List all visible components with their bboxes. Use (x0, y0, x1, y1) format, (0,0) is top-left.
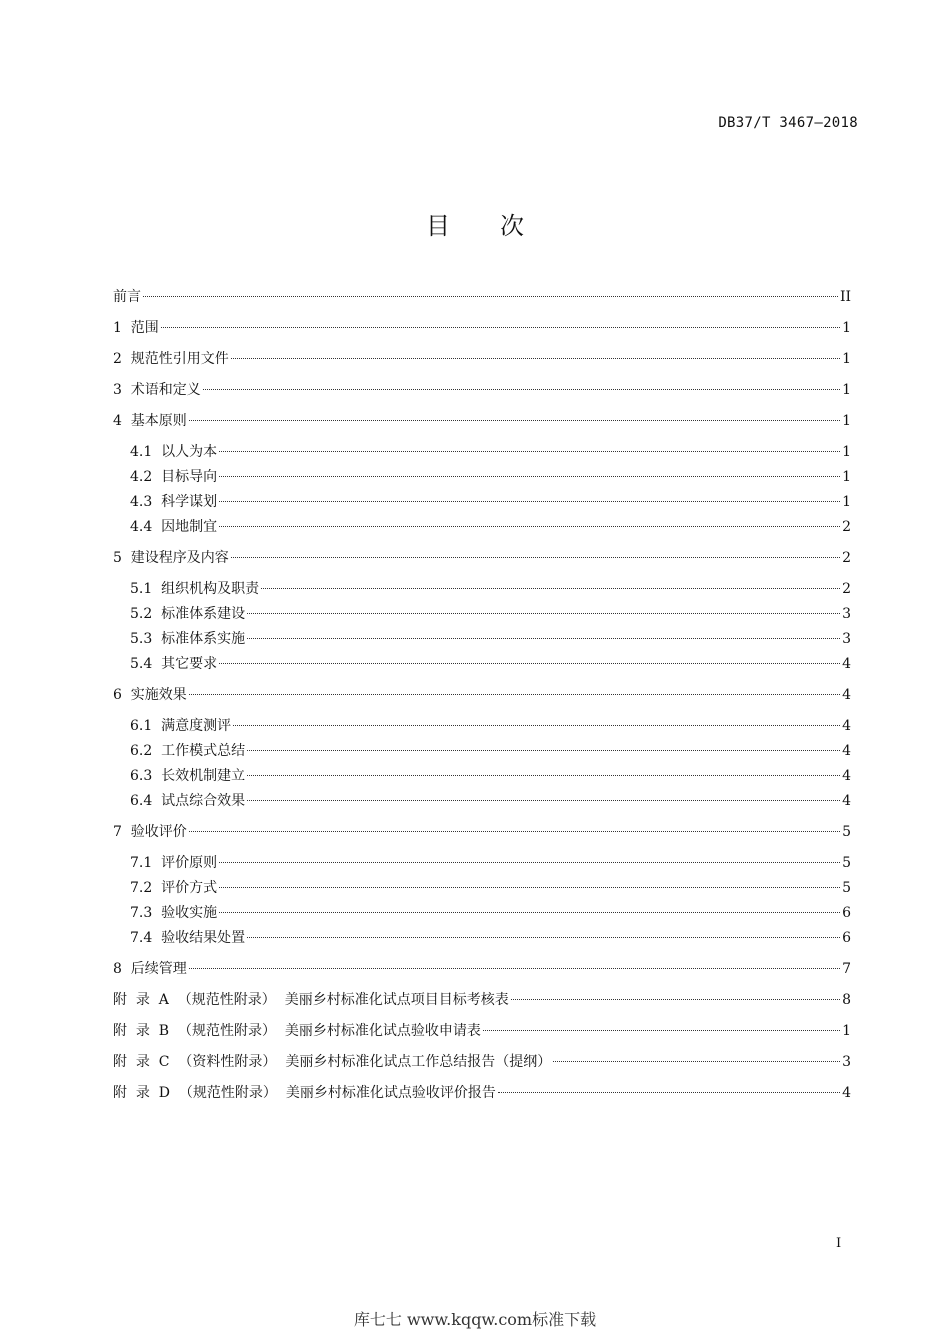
dot-leader (219, 501, 840, 502)
toc-entry-label: 5.3 标准体系实施 (130, 631, 246, 647)
toc-entry-page: 2 (842, 581, 851, 597)
toc-entry-label: 4.3 科学谋划 (130, 494, 218, 510)
dot-leader (189, 968, 840, 969)
toc-entry-page: 5 (842, 855, 851, 871)
toc-entry-label: 6.3 长效机制建立 (130, 768, 246, 784)
toc-entry[interactable] (113, 286, 851, 317)
toc-entry-label: 附 录 B （规范性附录） 美丽乡村标准化试点验收申请表 (113, 1023, 481, 1039)
dot-leader (219, 663, 840, 664)
toc-entry[interactable] (113, 927, 851, 958)
toc-entry[interactable] (113, 317, 851, 348)
toc-entry-label: 6.2 工作模式总结 (130, 743, 246, 759)
toc-entry-label: 5 建设程序及内容 (113, 550, 229, 566)
toc-entry[interactable] (113, 989, 851, 1020)
toc-entry-label: 7.2 评价方式 (130, 880, 218, 896)
toc-entry-label: 附 录 D （规范性附录） 美丽乡村标准化试点验收评价报告 (113, 1085, 496, 1101)
toc-entry-page: 3 (842, 1054, 851, 1070)
dot-leader (233, 725, 840, 726)
toc-entry-page: II (839, 289, 851, 305)
table-of-contents (113, 286, 851, 1113)
toc-entry-page: 6 (842, 930, 851, 946)
toc-entry-page: 7 (842, 961, 851, 977)
dot-leader (247, 638, 840, 639)
dot-leader (219, 476, 840, 477)
dot-leader (247, 937, 840, 938)
toc-entry-label: 附 录 C （资料性附录） 美丽乡村标准化试点工作总结报告（提纲） (113, 1054, 552, 1070)
toc-entry-page: 2 (842, 550, 851, 566)
toc-entry-page: 8 (842, 992, 851, 1008)
toc-entry-label: 3 术语和定义 (113, 382, 201, 398)
toc-entry-page: 1 (842, 413, 851, 429)
toc-entry-page: 3 (842, 606, 851, 622)
dot-leader (219, 912, 840, 913)
dot-leader (189, 831, 840, 832)
toc-entry-page: 4 (842, 793, 851, 809)
toc-entry-label: 8 后续管理 (113, 961, 187, 977)
toc-entry-page: 2 (842, 519, 851, 535)
page-title: 目次 (426, 212, 574, 240)
toc-entry-page: 4 (842, 743, 851, 759)
toc-entry-page: 1 (842, 494, 851, 510)
toc-entry-page: 4 (842, 687, 851, 703)
dot-leader (231, 557, 840, 558)
dot-leader (161, 327, 840, 328)
toc-entry[interactable] (113, 547, 851, 578)
dot-leader (219, 862, 840, 863)
dot-leader (553, 1061, 840, 1062)
toc-entry[interactable] (113, 790, 851, 821)
toc-entry[interactable] (113, 516, 851, 547)
toc-entry[interactable] (113, 1020, 851, 1051)
toc-entry-page: 4 (842, 1085, 851, 1101)
dot-leader (189, 694, 840, 695)
toc-entry[interactable] (113, 1051, 851, 1082)
toc-entry-label: 4.4 因地制宜 (130, 519, 218, 535)
dot-leader (247, 750, 840, 751)
toc-entry[interactable] (113, 1082, 851, 1113)
standard-code: DB37/T 3467—2018 (718, 115, 858, 131)
toc-entry[interactable] (113, 653, 851, 684)
toc-entry[interactable] (113, 348, 851, 379)
toc-entry-label: 前言 (113, 289, 141, 305)
toc-entry-page: 4 (842, 768, 851, 784)
toc-entry-page: 6 (842, 905, 851, 921)
dot-leader (219, 451, 840, 452)
toc-entry-label: 6.1 满意度测评 (130, 718, 232, 734)
dot-leader (143, 296, 838, 297)
toc-entry-label: 4.1 以人为本 (130, 444, 218, 460)
dot-leader (189, 420, 840, 421)
toc-entry-page: 5 (842, 824, 851, 840)
toc-entry-page: 4 (842, 718, 851, 734)
dot-leader (247, 800, 840, 801)
dot-leader (511, 999, 840, 1000)
dot-leader (247, 613, 840, 614)
toc-entry-label: 7 验收评价 (113, 824, 187, 840)
toc-entry-page: 1 (842, 444, 851, 460)
toc-entry-page: 1 (842, 1023, 851, 1039)
toc-entry[interactable] (113, 410, 851, 441)
toc-entry-page: 4 (842, 656, 851, 672)
toc-entry-label: 6.4 试点综合效果 (130, 793, 246, 809)
toc-entry-label: 附 录 A （规范性附录） 美丽乡村标准化试点项目目标考核表 (113, 992, 509, 1008)
toc-entry[interactable] (113, 821, 851, 852)
toc-entry-label: 6 实施效果 (113, 687, 187, 703)
toc-entry-label: 5.2 标准体系建设 (130, 606, 246, 622)
toc-entry-label: 5.1 组织机构及职责 (130, 581, 260, 597)
toc-entry-page: 1 (842, 320, 851, 336)
dot-leader (203, 389, 840, 390)
toc-entry-label: 2 规范性引用文件 (113, 351, 229, 367)
dot-leader (498, 1092, 840, 1093)
page-number: I (836, 1236, 842, 1251)
toc-entry-label: 7.3 验收实施 (130, 905, 218, 921)
toc-entry-page: 1 (842, 351, 851, 367)
toc-entry-page: 5 (842, 880, 851, 896)
dot-leader (219, 526, 840, 527)
toc-entry-label: 7.4 验收结果处置 (130, 930, 246, 946)
toc-entry[interactable] (113, 379, 851, 410)
toc-entry-page: 3 (842, 631, 851, 647)
dot-leader (261, 588, 840, 589)
toc-entry[interactable] (113, 684, 851, 715)
toc-entry-label: 5.4 其它要求 (130, 656, 218, 672)
toc-entry-page: 1 (842, 382, 851, 398)
toc-entry-label: 7.1 评价原则 (130, 855, 218, 871)
toc-entry-label: 4 基本原则 (113, 413, 187, 429)
toc-entry-page: 1 (842, 469, 851, 485)
toc-entry[interactable] (113, 958, 851, 989)
toc-entry-label: 4.2 目标导向 (130, 469, 218, 485)
dot-leader (219, 887, 840, 888)
watermark: 库七七 www.kqqw.com标准下载 (353, 1310, 597, 1329)
dot-leader (247, 775, 840, 776)
dot-leader (231, 358, 840, 359)
toc-entry-label: 1 范围 (113, 320, 159, 336)
dot-leader (483, 1030, 840, 1031)
